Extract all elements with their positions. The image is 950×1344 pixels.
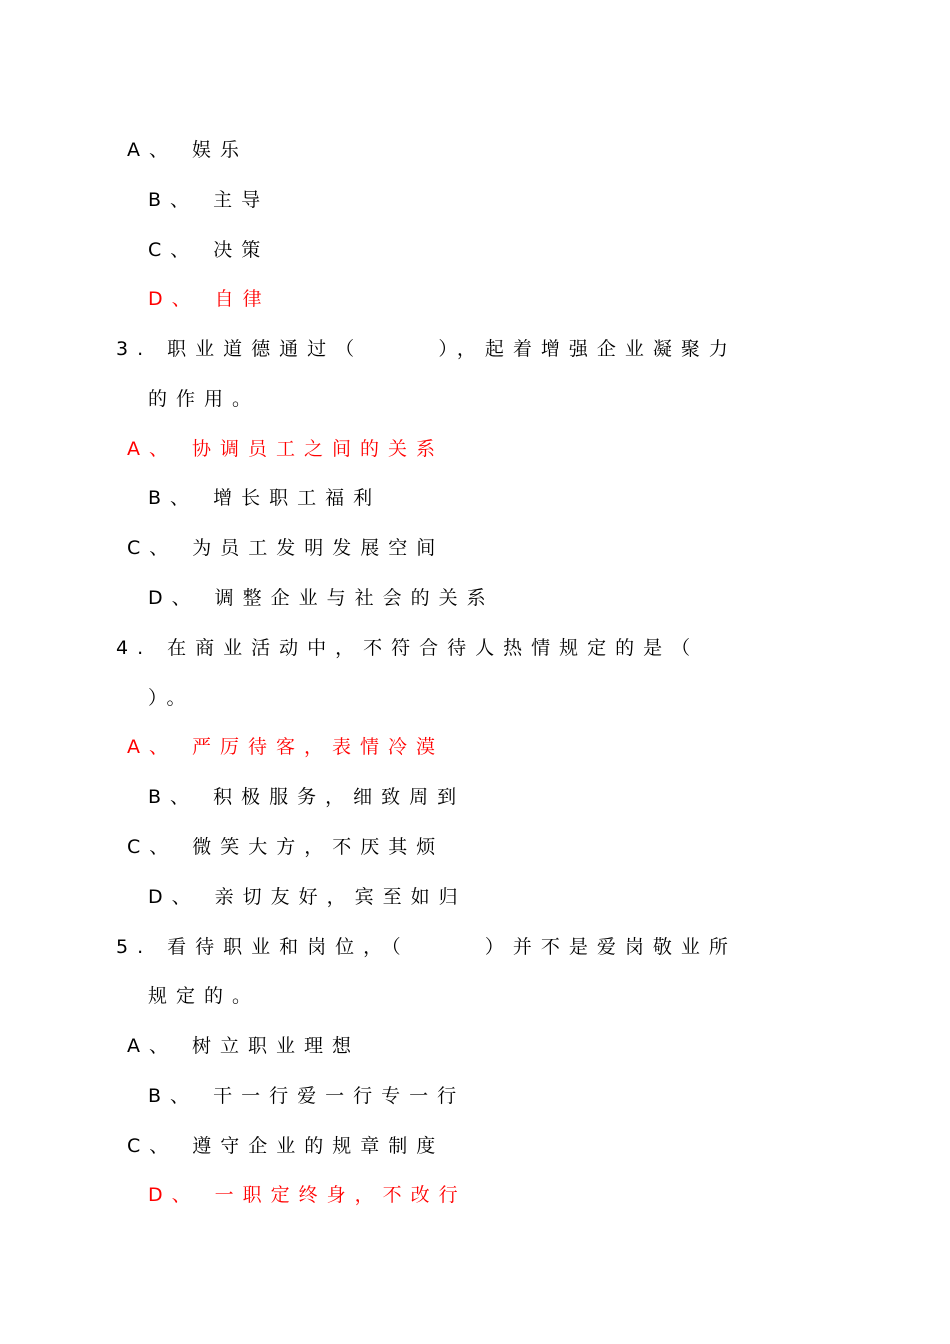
option-d-q3: D、 调整企业与社会的关系 [148,587,495,609]
question-3: 3. 职业道德通过（ ），起着增强企业凝聚力 [116,338,737,360]
option-c-q5: C、 遵守企业的规章制度 [127,1135,445,1157]
option-b-q3: B、 增长职工福利 [148,487,382,509]
option-c-q3: C、 为员工发明发展空间 [127,537,445,559]
option-b-q5: B、 干一行爱一行专一行 [148,1085,466,1107]
question-5-cont: 规定的。 [148,985,261,1007]
option-d-q5-answer: D、 一职定终身，不改行 [148,1184,467,1206]
option-c-q4: C、 微笑大方，不厌其烦 [127,836,445,858]
option-c-q2: C、 决策 [148,239,270,261]
question-4: 4. 在商业活动中，不符合待人热情规定的是（ [116,637,700,659]
option-a-q3-answer: A、 协调员工之间的关系 [127,438,445,460]
option-b-q2: B、 主导 [148,189,270,211]
option-a-q5: A、 树立职业理想 [127,1035,361,1057]
question-4-cont: ）。 [148,687,195,709]
option-a-q4-answer: A、 严厉待客，表情冷漠 [127,736,445,758]
question-3-cont: 的作用。 [148,388,261,410]
option-b-q4: B、 积极服务，细致周到 [148,786,466,808]
option-d-q4: D、 亲切友好，宾至如归 [148,886,467,908]
option-d-q2-answer: D、 自律 [148,288,271,310]
option-a-q2: A、 娱乐 [127,139,249,161]
question-5: 5. 看待职业和岗位，（ ）并不是爱岗敬业所 [116,936,737,958]
